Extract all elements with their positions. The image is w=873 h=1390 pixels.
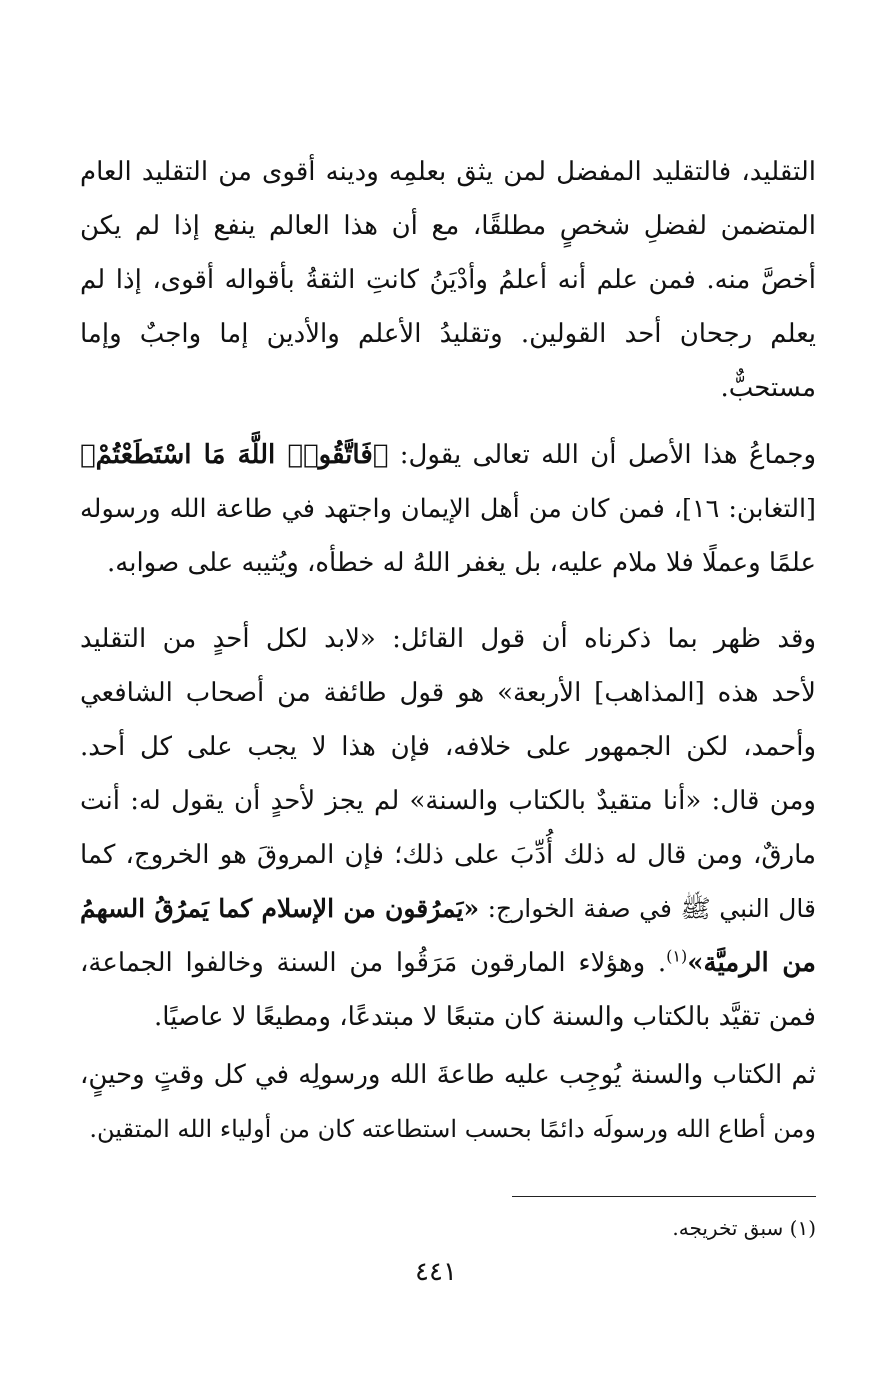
text-line: مستحبٌّ.: [720, 373, 816, 403]
text-line: التقليد، فالتقليد المفضل لمن يثق بعلمِه ودينه أقوى من التقليد العام: [80, 157, 816, 187]
footnote-reference: (١): [666, 946, 688, 966]
paragraph-madhhab-saying: [80, 612, 816, 1044]
text-line: وأحمد، لكن الجمهور على خلافه، فإن هذا لا يجب على كل أحد.: [80, 732, 816, 762]
text-line: مارقٌ، ومن قال له ذلك أُدِّبَ على ذلك؛ فإن المروقَ هو الخروج، كما: [80, 840, 816, 870]
footnote: (١) سبق تخريجه.: [672, 1216, 816, 1240]
text-segment: . وهؤلاء المارقون مَرَقُوا من السنة وخالفوا الجماعة،: [80, 948, 667, 978]
quran-verse: ﴿فَاتَّقُوا۟ اللَّهَ مَا اسْتَطَعْتُمْ﴾: [80, 440, 389, 470]
text-line: [80, 428, 816, 482]
text-line: أخصَّ منه. فمن علم أنه أعلمُ وأدْيَنُ كانتِ الثقةُ بأقواله أقوى، إذا لم: [80, 265, 816, 295]
text-line: يعلم رجحان أحد القولين. وتقليدُ الأعلم والأدين إما واجبٌ وإما: [80, 319, 816, 349]
text-line: [80, 882, 816, 936]
footnote-divider: [512, 1196, 816, 1197]
text-line: وقد ظهر بما ذكرناه أن قول القائل: «لابد لكل أحدٍ من التقليد: [80, 624, 816, 654]
page-number: ٤٤١: [415, 1257, 457, 1287]
text-segment: وجماعُ هذا الأصل أن الله تعالى يقول:: [388, 440, 816, 470]
text-line: لأحد هذه [المذاهب] الأربعة» هو قول طائفة من أصحاب الشافعي: [80, 678, 816, 708]
text-line: المتضمن لفضلِ شخصٍ مطلقًا، مع أن هذا العالم ينفع إذا لم يكن: [80, 211, 816, 241]
text-line: ومن أطاع الله ورسولَه دائمًا بحسب استطاعته كان من أولياء الله المتقين.: [89, 1115, 816, 1143]
hadith-quote: من الرميَّة»: [687, 948, 816, 978]
paragraph-taqlid-preference: [80, 145, 816, 415]
text-line: ومن قال: «أنا متقيدٌ بالكتاب والسنة» لم يجز لأحدٍ أن يقول له: أنت: [80, 786, 816, 816]
paragraph-principle: [80, 428, 816, 590]
text-line: [80, 936, 816, 990]
text-line: [التغابن: ١٦]، فمن كان من أهل الإيمان واجتهد في طاعة الله ورسوله: [80, 494, 816, 524]
paragraph-obedience: [80, 1048, 816, 1156]
text-line: علمًا وعملًا فلا ملام عليه، بل يغفر اللهُ له خطأه، ويُثيبه على صوابه.: [107, 548, 816, 578]
text-line: ثم الكتاب والسنة يُوجِب عليه طاعةَ الله ورسولِه في كل وقتٍ وحينٍ،: [80, 1060, 816, 1090]
text-line: فمن تقيَّد بالكتاب والسنة كان متبعًا لا مبتدعًا، ومطيعًا لا عاصيًا.: [153, 1002, 816, 1032]
text-segment: قال النبي ﷺ في صفة الخوارج:: [479, 894, 816, 923]
hadith-quote: «يَمرُقون من الإسلام كما يَمرُقُ السهمُ: [80, 894, 480, 923]
